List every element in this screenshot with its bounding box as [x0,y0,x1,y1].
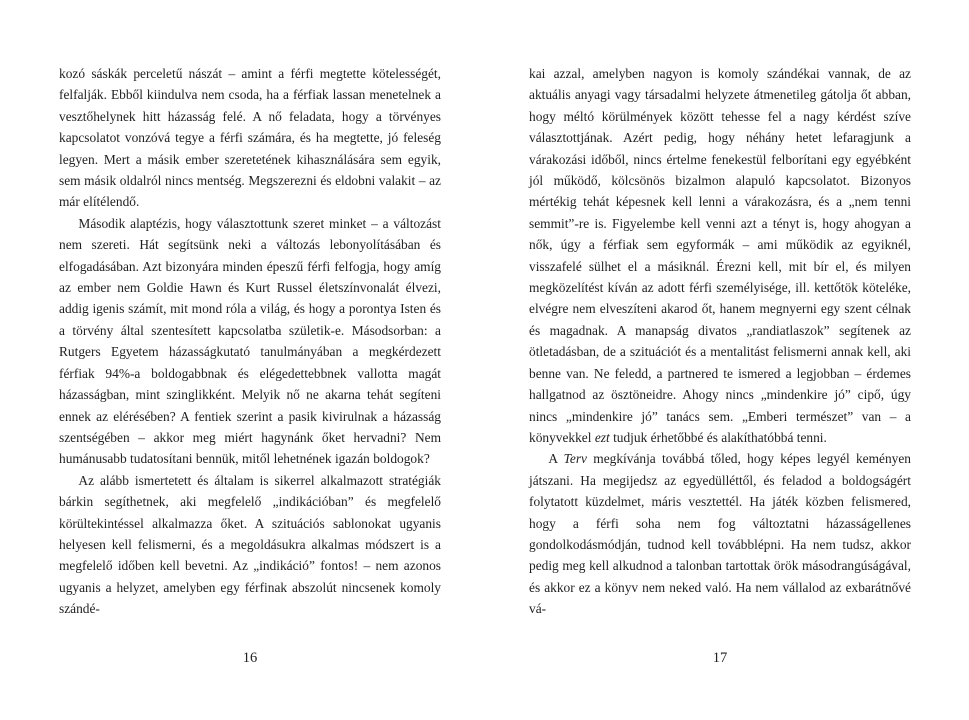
right-page-text [529,63,911,663]
right-paragraph-1-tail: tudjuk érhetőbbé és alakíthatóbbá tenni. [613,429,827,445]
italic-word-ezt: ezt [594,429,610,445]
italic-word-terv: Terv [563,451,587,467]
page-number-right: 17 [712,650,728,666]
right-paragraph-1-text: kai azzal, amelyben nagyon is komoly szándékai vannak, de az aktuális anyagi vagy társadalmi helyzete átmenetileg gátolja őt abban, hogy méltó körülmények között tehesse fel a nagy kérdést szíve választottjának. Azért pedig, hogy néhány hetet lefaragjunk a várakozási időből, nincs értelme fenekestül felborítani egy egyébként jól működő, kölcsönös bizalmon alapuló kapcsolatot. Bizonyos mértékig tehát képesnek kell lenni a várakozásra, és a „nem tenni semmit”-re is. Figyelembe kell venni azt a tényt is, hogy ahogyan a nők, úgy a férfiak sem egyformák – ami működik az egyiknél, visszafelé sülhet el a másiknál. Érezni kell, mit bír el, és milyen megközelítést kíván az adott férfi személyisége, ill. kettőtök köteléke, elvégre nem elveszíteni akarod őt, hanem megnyerni egy szent célnak és magadnak. A manapság divatos „randiatlaszok” segítenek az ötletadásban, de a szituációt és a mentalitást felismerni annak kell, aki benne van. Ne feledd, a partnered te ismered a legjobban – érdemes hallgatnod az ösztöneidre. Ahogy nincs „mindenkire jó” cipő, úgy nincs „mindenkire jó” tanács sem. „Emberi természet” van – a könyvekkel [529,66,911,445]
page-number-left: 16 [242,650,258,666]
right-paragraph-1 [529,63,911,448]
right-paragraph-2-text: megkívánja továbbá tőled, hogy képes legyél keményen játszani. Ha megijedsz az egyedülléttől, és feladod a boldogságért folytatott küzdelmet, máris vesztettél. Ha játék közben felismered, hogy a férfi soha nem fog változtatni házasságellenes gondolkodásmódján, tudnod kell továbblépni. Ha nem tudsz, akkor pedig meg kell alkudnod a talonban tartottak örök másodrangúságával, és akkor ez a könyv nem neked való. Ha nem vállalod az exbarátnővé vá- [529,451,912,617]
left-paragraph-1: kozó sáskák perceletű nászát – amint a férfi megtette kötelességét, felfalják. Ebből kiindulva nem csoda, ha a férfiak lassan menetelnek a vesztőhelynek hitt házasság felé. A nő feladata, hogy a törvényes kapcsolatot vonzóvá tegye a férfi számára, és ha megtette, jó feleség legyen. Mert a másik ember szeretetének kihasználására sem egyik, sem másik oldalról nincs mentség. Megszerezni és eldobni valakit – az már elítélendő. [59,66,441,210]
left-page-text [59,63,441,663]
right-paragraph-2-lead: A [548,451,564,467]
left-paragraph-2: Második alaptézis, hogy választottunk szeret minket – a változást nem szereti. Hát segítsünk neki a változás lebonyolításában és elfogadásában. Azt bizonyára minden épeszű férfi felfogja, hogy amíg az ember nem Goldie Hawn és Kurt Russel életszínvonalát élvezi, addig igenis számít, mit mond róla a világ, és hogy a porontya Isten és a törvény által szentesített kapcsolatba születik-e. Másodsorban: a Rutgers Egyetem házasságkutató tanulmányában a megkérdezett férfiak 94%-a boldogabbnak és elégedettebbnek vallotta magát házasságban, mint szinglikként. Melyik nő ne akarna tehát segíteni ennek az elérésében? A fentiek szerint a pasik kivirulnak a házasság szentségében – akkor meg miért hagynánk őket hervadni? Nem humánusabb tudatosítani bennük, mitől lehetnének igazán boldogok? [59,215,441,467]
left-paragraph-3: Az alább ismertetett és általam is sikerrel alkalmazott stratégiák bárkin segíthetnek, aki megfelelő „indikációban” és megfelelő körültekintéssel alkalmazza őket. A szituációs sablonokat ugyanis helyesen kell felismerni, és a megoldásukra alkalmas módszert is a megfelelő időben kell bevetni. Az „indikáció” fontos! – nem azonos ugyanis a helyzet, amelyben egy férfinak abszolút nincsenek komoly szándé- [59,472,441,617]
right-paragraph-2 [529,448,911,619]
